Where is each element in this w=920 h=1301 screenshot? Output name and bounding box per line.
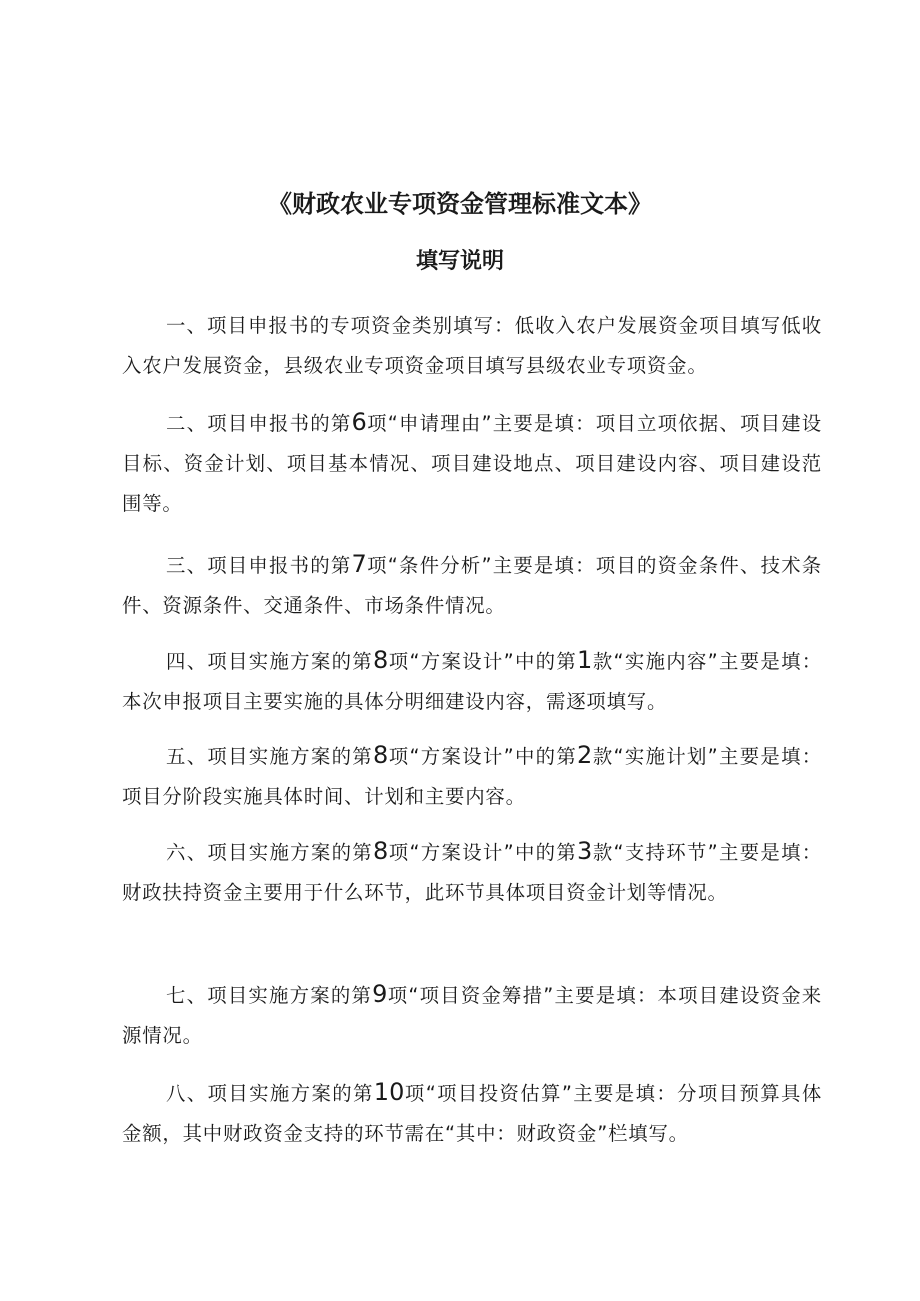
paragraph-1-text-cont: 低收入农户发展资金，县级农业专项资金项目填写县级农业专项资金。 <box>122 314 822 377</box>
paragraph-5-text-b: 项“方案设计”中的第 <box>388 745 578 768</box>
paragraph-2-text-a: 二、项目申报书的第 <box>166 412 352 435</box>
paragraph-4-text-c: 款“实施内容”主要是填：本次申报项目主要实施的具体分明细建设内容，需逐项填写。 <box>122 650 822 713</box>
paragraph-8-item-number: 10 <box>373 1078 405 1106</box>
paragraph-4 <box>122 640 822 722</box>
paragraph-3-item-number: 7 <box>351 550 367 578</box>
paragraph-1 <box>122 306 822 386</box>
paragraph-7-item-number: 9 <box>372 980 388 1008</box>
paragraph-2-text-b: 项“申请理由”主要是填：项目立项依据、项目建设目标、资金计划、项目基本情况、项目建设地点、项目建设内容、项目建设范围等。 <box>122 412 823 515</box>
paragraph-3 <box>122 544 822 626</box>
paragraph-8-text-b: 项“项目投资估算”主要是填：分项目预算具体金额，其中财政资金支持的环节需在“其中：财政资金”栏填写。 <box>122 1082 823 1145</box>
document-subtitle: 填写说明 <box>415 249 504 274</box>
paragraph-6-item-number: 8 <box>372 837 389 865</box>
paragraph-4-text-a: 四、项目实施方案的第 <box>166 650 373 673</box>
paragraph-3-text-b: 项“条件分析”主要是填：项目的资金条件、技术条件、资源条件、交通条件、市场条件情况。 <box>122 554 823 617</box>
paragraph-2-item-number: 6 <box>351 408 367 436</box>
paragraph-6-text-c: 款“支持环节”主要是填：财政扶持资金主要用于什么环节，此环节具体项目资金计划等情况。 <box>122 841 822 904</box>
paragraph-7-text-a: 七、项目实施方案的第 <box>166 984 373 1007</box>
paragraph-3-text-a: 三、项目申报书的第 <box>166 554 352 577</box>
paragraph-4-text-b: 项“方案设计”中的第 <box>388 650 578 673</box>
paragraph-4-clause-number: 1 <box>577 646 593 674</box>
paragraph-6 <box>122 831 822 913</box>
paragraph-5-text-a: 五、项目实施方案的第 <box>166 745 373 768</box>
paragraph-5 <box>122 735 822 817</box>
paragraph-5-item-number: 8 <box>372 741 389 769</box>
paragraph-6-text-a: 六、项目实施方案的第 <box>166 841 373 864</box>
paragraph-5-clause-number: 2 <box>577 741 593 769</box>
paragraph-5-text-c: 款“实施计划”主要是填：项目分阶段实施具体时间、计划和主要内容。 <box>122 745 822 808</box>
document-title: 《财政农业专项资金管理标准文本》 <box>268 190 652 218</box>
paragraph-8-text-a: 八、项目实施方案的第 <box>166 1082 374 1105</box>
paragraph-7-text-b: 项“项目资金筹措”主要是填：本项目建设资金来源情况。 <box>122 984 822 1047</box>
paragraph-6-text-b: 项“方案设计”中的第 <box>388 841 578 864</box>
paragraph-1-text: 一、项目申报书的专项资金类别填写：低收入农户发展资金项目填写 <box>166 314 782 337</box>
paragraph-8 <box>122 1072 822 1154</box>
paragraph-6-clause-number: 3 <box>577 837 593 865</box>
paragraph-7 <box>122 974 822 1056</box>
paragraph-4-item-number: 8 <box>372 646 389 674</box>
paragraph-2 <box>122 402 822 524</box>
